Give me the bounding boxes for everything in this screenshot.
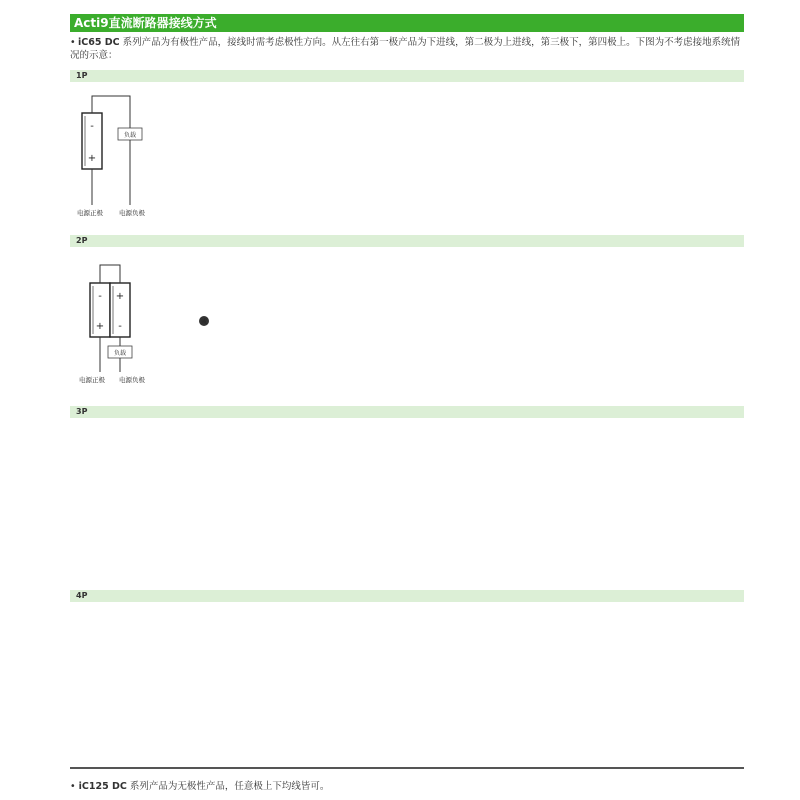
label-pos: 电源正极 [77, 209, 103, 217]
load-label: 负载 [113, 350, 127, 357]
bullet-icon: • [70, 781, 79, 792]
section-4p: 4P [70, 590, 744, 602]
intro-text: 系列产品为有极性产品，接线时需考虑极性方向。从左往右第一极产品为下进线，第二极为上进线，第三极下，第四极上。下图为不考虑接地系统情况的示意： [70, 37, 741, 61]
plus-sign: + [87, 153, 97, 164]
section-1p: 1P [70, 70, 744, 82]
intro-product: iC65 DC [78, 37, 120, 48]
page-title: Acti9直流断路器接线方式 [70, 14, 744, 32]
load-label: 负载 [123, 132, 137, 139]
footer-product: iC125 DC [78, 781, 127, 792]
section-3p: 3P [70, 406, 744, 418]
plus-sign: + [95, 321, 105, 332]
label-neg: 电源负极 [119, 209, 145, 217]
wire [100, 265, 120, 283]
footer-text: 系列产品为无极性产品，任意极上下均线皆可。 [126, 781, 330, 792]
label-neg: 电源负极 [119, 376, 145, 384]
minus-sign: - [98, 291, 102, 302]
label-pos: 电源正极 [79, 376, 105, 384]
minus-sign: - [90, 121, 94, 132]
plus-sign: + [115, 291, 125, 302]
or-label: 或 [200, 318, 208, 326]
section-2p: 2P [70, 235, 744, 247]
minus-sign: - [118, 321, 122, 332]
bullet-icon: • [70, 37, 76, 48]
